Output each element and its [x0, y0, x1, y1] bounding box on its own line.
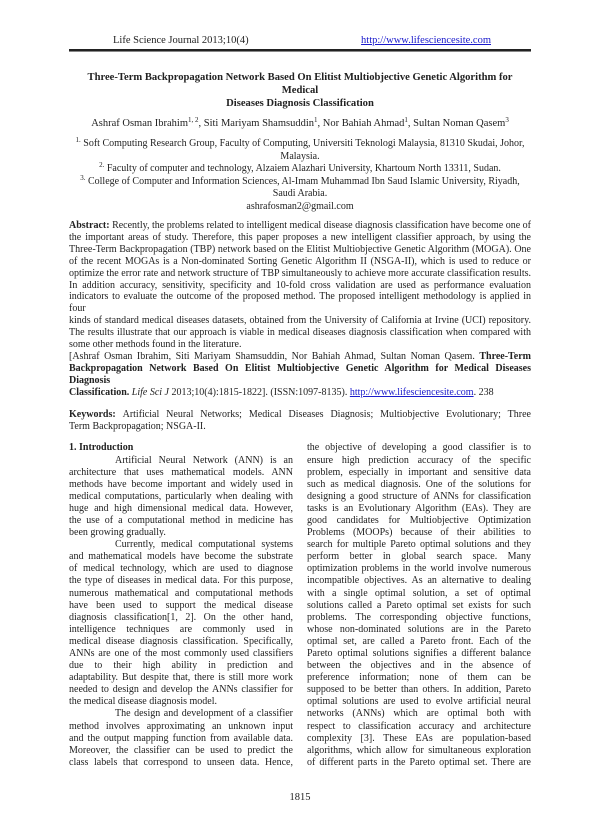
paragraph [69, 539, 293, 708]
text-segment: Artificial Neural Networks; Medical Diseases Diagnosis; Multiobjective Evolutionary; Three [122, 408, 531, 420]
text-line: architecture that uses mathematical models. ANN [69, 466, 293, 478]
text-line: supposed to be better than others. In addition, Pareto [307, 684, 531, 696]
text-line: optimal solutions are used to evolve artificial neural [307, 696, 531, 708]
keywords-line [69, 421, 531, 433]
abstract-line [69, 244, 531, 256]
text-segment: [Ashraf Osman Ibrahim, Siti Mariyam Shamsuddin, Nor Bahiah Ahmad, Sultan Noman Qasem. [69, 350, 480, 362]
author-affiliation-mark: 1 [314, 116, 318, 124]
author-affiliation-mark: 3 [505, 116, 509, 124]
text-line: ensure high prediction accuracy of the specific [307, 454, 531, 466]
affiliation-line [69, 151, 531, 164]
text-line: with a single optimal solution, a set of optimal [307, 587, 531, 599]
text-line: preference information; none of them can be [307, 672, 531, 684]
paper-page [69, 0, 531, 814]
text-line: problems. The corresponding objective functions, [307, 611, 531, 623]
text-line: solutions called a Pareto optimal set exists for such [307, 599, 531, 611]
abstract-line [69, 291, 531, 315]
abstract-line [69, 387, 531, 399]
text-line: Currently, medical computational systems [115, 539, 293, 551]
text-line: the objective of developing a good classifier is to [307, 442, 531, 454]
affiliation-line [69, 138, 531, 151]
text-segment: the important areas of study. Therefore, this paper proposes a new intelligent classifier approach, by using the [69, 231, 531, 243]
text-line: such as medical diagnosis. One of the solutions for [307, 478, 531, 490]
abstract-line [69, 232, 531, 244]
text-segment: In addition accuracy, sensitivity, specificity and 10-fold cross validation are used as performance evaluation [69, 279, 531, 291]
affiliation-line [69, 173, 531, 189]
text-line: ANNs are one of the most commonly used classifiers [69, 648, 293, 659]
text-segment: The results illustrate that our approach is viable in medical diseases diagnosis classification when compared with [69, 327, 531, 339]
text-line: medical disease diagnosis classification. Specifically, [69, 635, 293, 647]
running-header [69, 34, 531, 47]
affiliation-line [69, 163, 531, 176]
author-list [69, 117, 531, 130]
author-separator: , [407, 118, 414, 129]
author-name: Siti Mariyam Shamsuddin [203, 118, 314, 129]
keywords [69, 409, 531, 433]
right-column [307, 442, 531, 769]
text-line: intelligence techniques are commonly used in [69, 623, 293, 635]
text-line: Pareto optimal solutions signifies a different balance [307, 648, 531, 659]
text-line: been growing gradually. [69, 527, 166, 539]
text-segment: Three-Term [479, 350, 531, 362]
text-line: networks (ANNs) which are optimal both with [307, 708, 531, 720]
affiliations [69, 138, 531, 213]
author-name: Sultan Noman Qasem [413, 118, 506, 129]
body-columns [69, 442, 531, 769]
text-line: tasks is an Evolutionary Algorithm (EAs). They are [307, 502, 531, 514]
text-segment: of the recent MOGAs is a Non-dominated Sorting Genetic Algorithm II (NSGA-II), which is used to reduce or [69, 255, 531, 267]
abstract-line [69, 315, 531, 327]
author-affiliation-mark: 1 [404, 116, 408, 124]
text-line: the type of diseases in medical data. For this purpose, [69, 575, 293, 587]
text-line: needed to design and develop the ANNs classifier for [69, 684, 293, 696]
abstract-line [69, 363, 531, 387]
text-line: method involves approximating an unknown input [69, 720, 293, 732]
text-segment: Recently, the problems related to intelligent medical disease diagnosis classification have become one of [112, 220, 531, 231]
paragraph [69, 455, 293, 540]
section-heading: 1. Introduction [69, 442, 134, 454]
text-segment: Abstract: [69, 220, 113, 231]
paper-title [69, 71, 531, 110]
text-line: methods have become important and widely used in [69, 478, 293, 490]
text-segment: . 238 [473, 386, 494, 398]
text-segment: Backpropagation Network Based On Elitist Multiobjective Genetic Algorithm for Medical Diseases Diagnosis [69, 362, 531, 386]
author-separator: , [317, 118, 323, 129]
text-line: whose non-dominated solutions are in the Pareto [307, 623, 531, 635]
text-line: incompatible objectives. As an alternative to dealing [307, 575, 531, 587]
affiliation-text: Soft Computing Research Group, Faculty of Computing, Universiti Teknologi Malaysia, 81310 Skudai, Johor, [83, 138, 525, 149]
page-number: 1815 [289, 791, 311, 803]
text-line: problem, especially in important and sensitive data [307, 466, 531, 478]
text-line: search for multiple Pareto optimal solutions and they [307, 539, 531, 551]
left-column [69, 442, 293, 769]
text-line: of medical technology, which are used to diagnose [69, 563, 293, 575]
text-segment: optimize the error rate and network structure of TBP simultaneously to achieve more accurate classification results. [69, 267, 531, 279]
text-line: class labels that correspond to unseen data. Hence, [69, 756, 293, 768]
abstract [69, 220, 531, 399]
affiliation-mark: 3. [80, 173, 86, 182]
text-line: good candidates for Multiobjective Optimization [307, 514, 531, 526]
text-line: Problems (MOOPs) because of their abilities to [307, 527, 531, 539]
text-segment: Term Backpropagation; NSGA-II. [69, 420, 206, 432]
text-line: perform better in global search space. Many [307, 551, 531, 563]
text-segment: Life Sci J [131, 386, 169, 398]
author-separator: , [198, 118, 204, 129]
affiliation-mark: 2. [99, 161, 105, 169]
abstract-line [69, 351, 531, 363]
text-line: diagnosis classification[1, 2]. On the other hand, [69, 611, 293, 623]
text-line: adaptability. But despite that, there is still more work [69, 672, 293, 684]
text-segment: Three-Term Backpropagation (TBP) network based on the Elitist Multiobjective Genetic Algorithm (MOGA). One [69, 243, 531, 255]
text-line: huge and high dimensional medical data. However, [69, 502, 293, 514]
text-line: Artificial Neural Network (ANN) is an [115, 454, 293, 466]
text-segment: some other methods found in the literature. [69, 339, 242, 351]
text-segment: kinds of standard medical diseases datasets, obtained from the University of California at Irvine (UCI) repository. [69, 315, 531, 327]
text-line: and the output mapping function from available data. [69, 732, 293, 744]
text-line: designing a good structure of ANNs for classification [307, 490, 531, 502]
author-affiliation-mark: 1, 2 [188, 116, 199, 124]
abstract-line [69, 268, 531, 280]
keywords-line [69, 409, 531, 421]
text-line: and mathematical models have become the substrate [69, 551, 293, 563]
text-line: optimization problems in the world involve numerous [307, 563, 531, 575]
text-segment: indicators to evaluate the outcome of the proposed method. The proposed intelligent methodology is applied in four [69, 291, 531, 315]
affiliation-text: College of Computer and Information Sciences, Al-Imam Muhammad Ibn Saud Islamic University, Riyadh, [87, 175, 520, 187]
text-segment: 2013;10(4):1815-1822]. (ISSN:1097-8135). [169, 386, 350, 398]
abstract-line [69, 327, 531, 339]
text-line: numerous mathematical and computational methods [69, 587, 293, 599]
affiliation-text: Saudi Arabia. [272, 188, 328, 199]
text-segment: Keywords: [69, 408, 123, 420]
abstract-line [69, 256, 531, 268]
author-email: ashrafosman2@gmail.com [246, 200, 354, 212]
text-line: the medical disease diagnosis model. [69, 696, 218, 708]
text-line: optimal set, are called a Pareto front. Each of the [307, 635, 531, 647]
citation-url-link[interactable]: http://www.lifesciencesite.com [349, 386, 474, 398]
text-line: medical computations, particularly when dealing with [69, 490, 293, 502]
paragraph [69, 708, 293, 768]
text-line: respect to classification accuracy and architecture [307, 720, 531, 732]
text-line: due to their high ability in prediction and [69, 660, 293, 672]
abstract-line [69, 220, 531, 232]
text-line: the use of a computational method in medicine has [69, 514, 293, 526]
journal-header: Life Science Journal 2013;10(4) [113, 35, 249, 46]
affiliation-text: Faculty of computer and technology, Alzaiem Alazhari University, Khartoum North 13311, Sudan. [106, 163, 501, 174]
text-line: have been used to support the medical disease [69, 599, 293, 611]
title-line: Three-Term Backpropagation Network Based On Elitist Multiobjective Genetic Algorithm for Medical [87, 72, 513, 96]
header-rule [69, 49, 531, 52]
text-line: of different parts in the Pareto optimal set. There are [307, 756, 531, 768]
affiliation-mark: 1. [75, 136, 81, 144]
title-line: Diseases Diagnosis Classification [226, 98, 374, 109]
text-line: complexity [3]. These EAs are population-based [307, 732, 531, 744]
author-name: Nor Bahiah Ahmad [322, 118, 405, 129]
text-line: Moreover, the classifier can be used to predict the [69, 744, 293, 756]
text-segment: Classification. [69, 386, 132, 398]
abstract-line [69, 280, 531, 292]
affiliation-line [69, 188, 531, 201]
text-line: algorithms, which allow for simultaneous exploration [307, 744, 531, 756]
abstract-line [69, 339, 531, 351]
text-line: The design and development of a classifier [115, 708, 293, 720]
text-line: between the objectives and in the absence of [307, 660, 531, 672]
author-name: Ashraf Osman Ibrahim [91, 118, 188, 129]
affiliation-text: Malaysia. [280, 150, 320, 162]
journal-url-link[interactable]: http://www.lifesciencesite.com [361, 35, 491, 46]
